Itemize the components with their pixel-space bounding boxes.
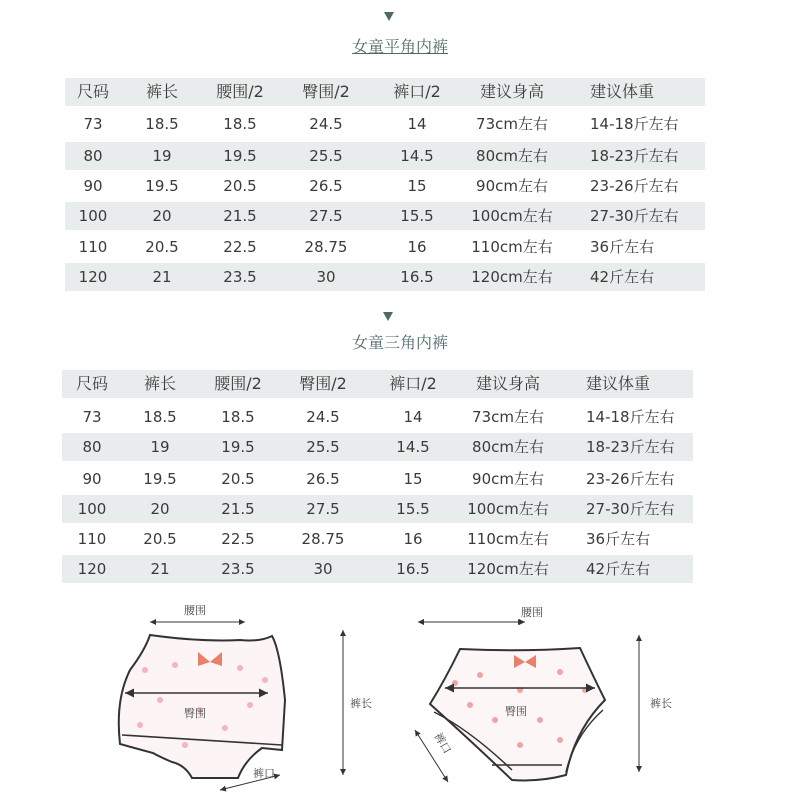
cell: 19.5 [145, 177, 179, 195]
cell: 30 [313, 560, 333, 578]
cell: 尺码 [75, 374, 109, 393]
cell: 73 [82, 408, 102, 426]
cell: 25.5 [306, 438, 340, 456]
cell: 24.5 [306, 408, 340, 426]
cell: 73cm左右 [472, 408, 544, 426]
cell: 尺码 [76, 82, 110, 101]
cell: 120cm左右 [467, 560, 549, 578]
cell: 18.5 [143, 408, 177, 426]
cell: 18-23斤左右 [586, 438, 675, 456]
cell: 19 [152, 147, 172, 165]
cell: 90cm左右 [476, 177, 548, 195]
cell: 16.5 [396, 560, 430, 578]
cell: 建议身高 [479, 82, 545, 101]
cell: 21 [150, 560, 170, 578]
cell: 14-18斤左右 [586, 408, 675, 426]
cell: 27-30斤左右 [586, 500, 675, 518]
cell: 20.5 [143, 530, 177, 548]
cell: 21 [152, 268, 172, 286]
cell: 16 [403, 530, 423, 548]
label-hip: 臀围 [505, 705, 527, 718]
cell: 19.5 [221, 438, 255, 456]
cell: 80 [82, 438, 102, 456]
cell: 90 [83, 177, 103, 195]
cell: 裤口/2 [393, 82, 441, 101]
boxer-illustration [119, 622, 343, 790]
label-leg: 裤口 [431, 730, 454, 757]
cell: 20.5 [221, 470, 255, 488]
cell: 建议体重 [590, 82, 655, 101]
cell: 22.5 [223, 238, 257, 256]
cell: 90cm左右 [472, 470, 544, 488]
cell: 23.5 [223, 268, 257, 286]
cell: 14 [403, 408, 423, 426]
cell: 120cm左右 [471, 268, 553, 286]
cell: 23-26斤左右 [590, 177, 679, 195]
cell: 110cm左右 [471, 238, 553, 256]
cell: 80 [83, 147, 103, 165]
cell: 26.5 [306, 470, 340, 488]
cell: 27-30斤左右 [590, 207, 679, 225]
cell: 90 [82, 470, 102, 488]
cell: 100cm左右 [471, 207, 553, 225]
cell: 110 [78, 238, 108, 256]
cell: 100 [77, 500, 107, 518]
cell: 28.75 [301, 530, 345, 548]
cell: 42斤左右 [586, 560, 651, 578]
cell: 20 [152, 207, 172, 225]
cell: 18-23斤左右 [590, 147, 679, 165]
cell: 36斤左右 [586, 530, 651, 548]
cell: 16 [407, 238, 427, 256]
cell: 23.5 [221, 560, 255, 578]
cell: 73 [83, 115, 103, 133]
cell: 15 [407, 177, 427, 195]
cell: 19 [150, 438, 170, 456]
brief-illustration [415, 622, 639, 782]
cell: 14 [407, 115, 427, 133]
cell: 15 [403, 470, 423, 488]
cell: 裤口/2 [389, 374, 437, 393]
cell: 腰围/2 [216, 82, 264, 101]
cell: 26.5 [309, 177, 343, 195]
label-length: 裤长 [650, 697, 672, 710]
cell: 18.5 [223, 115, 257, 133]
cell: 23-26斤左右 [586, 470, 675, 488]
title-text: 女童三角内裤 [351, 333, 448, 352]
cell: 19.5 [143, 470, 177, 488]
cell: 18.5 [145, 115, 179, 133]
cell: 15.5 [400, 207, 434, 225]
label-waist: 腰围 [521, 606, 543, 619]
cell: 建议身高 [475, 374, 541, 393]
cell: 14.5 [400, 147, 434, 165]
cell: 100 [78, 207, 108, 225]
cell: 36斤左右 [590, 238, 655, 256]
cell: 20.5 [145, 238, 179, 256]
cell: 14-18斤左右 [590, 115, 679, 133]
cell: 裤长 [145, 82, 179, 101]
cell: 28.75 [304, 238, 348, 256]
cell: 裤长 [143, 374, 177, 393]
cell: 14.5 [396, 438, 430, 456]
cell: 80cm左右 [472, 438, 544, 456]
cell: 16.5 [400, 268, 434, 286]
cell: 21.5 [223, 207, 257, 225]
cell: 19.5 [223, 147, 257, 165]
cell: 腰围/2 [214, 374, 262, 393]
cell: 臀围/2 [302, 82, 350, 101]
cell: 15.5 [396, 500, 430, 518]
cell: 建议体重 [586, 374, 651, 393]
cell: 100cm左右 [467, 500, 549, 518]
cell: 110 [77, 530, 107, 548]
cell: 80cm左右 [476, 147, 548, 165]
cell: 27.5 [306, 500, 340, 518]
cell: 20 [150, 500, 170, 518]
cell: 120 [78, 268, 108, 286]
label-waist: 腰围 [184, 604, 206, 617]
cell: 110cm左右 [467, 530, 549, 548]
label-hip: 臀围 [184, 707, 206, 720]
cell: 42斤左右 [590, 268, 655, 286]
cell: 22.5 [221, 530, 255, 548]
cell: 27.5 [309, 207, 343, 225]
cell: 18.5 [221, 408, 255, 426]
cell: 21.5 [221, 500, 255, 518]
title-text: 女童平角内裤 [351, 37, 448, 56]
cell: 73cm左右 [476, 115, 548, 133]
cell: 120 [77, 560, 107, 578]
cell: 30 [316, 268, 336, 286]
label-leg: 裤口 [253, 767, 275, 780]
label-length: 裤长 [350, 697, 372, 710]
cell: 臀围/2 [299, 374, 347, 393]
cell: 20.5 [223, 177, 257, 195]
cell: 25.5 [309, 147, 343, 165]
cell: 24.5 [309, 115, 343, 133]
